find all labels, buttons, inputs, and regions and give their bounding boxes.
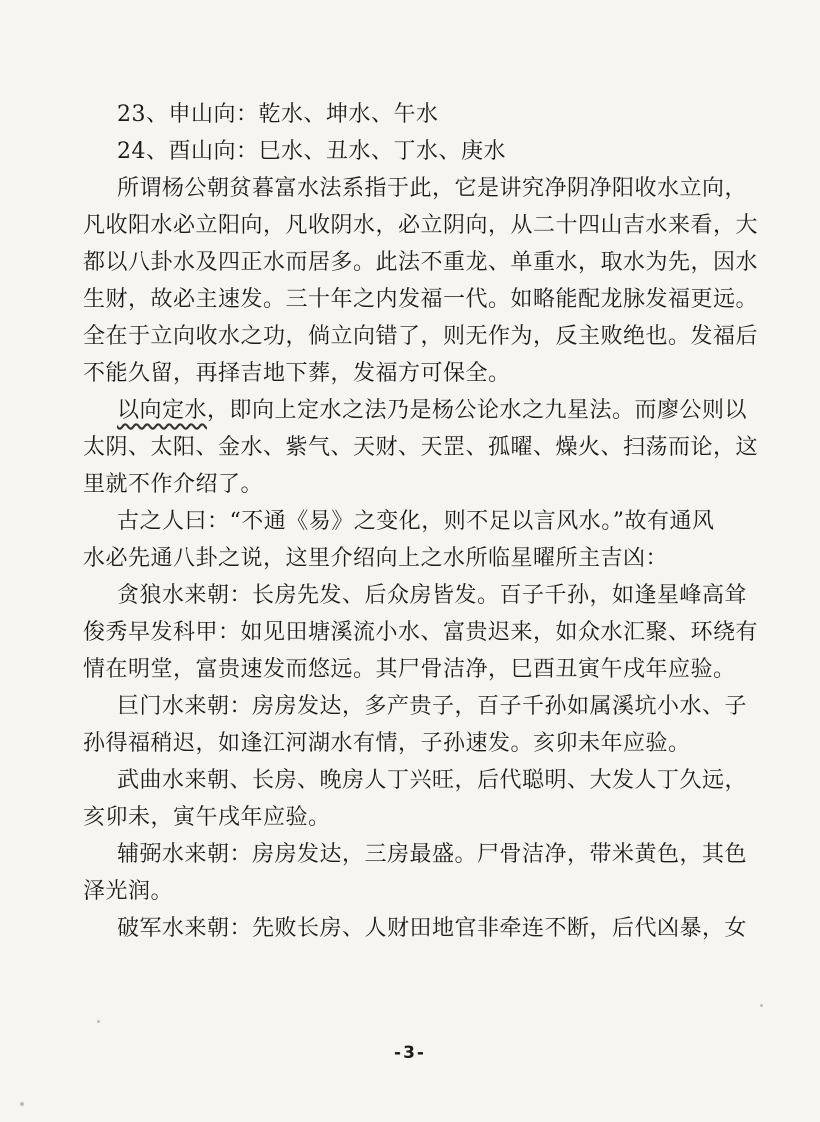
line-text: 凡收阳水必立阳向，凡收阴水，必立阴向，从二十四山吉水来看，大 xyxy=(83,213,759,238)
line-text: 孙得福稍迟，如逢江河湖水有情，子孙速发。亥卯未年应验。 xyxy=(83,731,691,756)
text-line xyxy=(83,577,755,614)
text-line xyxy=(83,836,755,873)
line-text: 贪狼水来朝：长房先发、后众房皆发。百子千孙，如逢星峰高耸 xyxy=(117,583,748,608)
wavy-underlined-text: 以向定水 xyxy=(117,398,208,423)
text-line xyxy=(83,96,755,133)
text-line xyxy=(83,873,755,910)
text-line xyxy=(83,762,755,799)
scan-speck xyxy=(20,1102,24,1106)
text-line xyxy=(83,540,755,577)
line-text: 武曲水来朝、长房、晚房人丁兴旺，后代聪明、大发人丁久远， xyxy=(117,768,748,793)
line-text: 都以八卦水及四正水而居多。此法不重龙、单重水，取水为先，因水 xyxy=(83,250,759,275)
line-text: 破军水来朝：先败长房、人财田地官非牵连不断，后代凶暴，女 xyxy=(117,916,748,941)
line-text: 古之人曰：“不通《易》之变化，则不足以言风水。”故有通风 xyxy=(117,509,715,534)
text-line xyxy=(83,207,759,244)
line-text: 泽光润。 xyxy=(83,879,174,904)
line-text: 情在明堂，富贵速发而悠远。其尸骨洁净，巳酉丑寅午戌年应验。 xyxy=(83,657,736,682)
text-line xyxy=(83,170,755,207)
line-text: 辅弼水来朝：房房发达，三房最盛。尸骨洁净，带米黄色，其色 xyxy=(117,842,748,867)
line-text: 太阴、太阳、金水、紫气、天财、天罡、孤曜、燥火、扫荡而论，这 xyxy=(83,435,759,460)
text-line xyxy=(83,318,759,355)
line-text: 巨门水来朝：房房发达，多产贵子，百子千孙如属溪坑小水、子 xyxy=(117,694,748,719)
line-text: ，即向上定水之法乃是杨公论水之九星法。而廖公则以 xyxy=(207,398,748,423)
line-text: 水必先通八卦之说，这里介绍向上之水所临星曜所主吉凶： xyxy=(83,546,669,571)
text-line xyxy=(83,355,755,392)
line-text: 23、申山向：乾水、坤水、午水 xyxy=(117,102,439,127)
text-line xyxy=(83,281,759,318)
text-line xyxy=(83,725,755,762)
text-line xyxy=(83,614,759,651)
text-line xyxy=(83,688,755,725)
text-line xyxy=(83,244,759,281)
text-line xyxy=(83,503,755,540)
line-text: 生财，故必主速发。三十年之内发福一代。如略能配龙脉发福更远。 xyxy=(83,287,759,312)
scan-speck xyxy=(760,1004,763,1007)
scan-speck xyxy=(97,1020,100,1023)
line-text: 俊秀早发科甲：如见田塘溪流小水、富贵迟来，如众水汇聚、环绕有 xyxy=(83,620,759,645)
line-text: 所谓杨公朝贫暮富水法系指于此，它是讲究净阴净阳收水立向， xyxy=(117,176,748,201)
body-text xyxy=(83,96,759,947)
text-line xyxy=(83,910,755,947)
text-line xyxy=(83,133,755,170)
line-text: 24、酉山向：巳水、丑水、丁水、庚水 xyxy=(117,139,506,164)
text-line xyxy=(83,651,755,688)
text-line xyxy=(83,392,755,429)
line-text: 不能久留，再择吉地下葬，发福方可保全。 xyxy=(83,361,511,386)
text-line xyxy=(83,466,755,503)
text-line xyxy=(83,799,755,836)
line-text: 亥卯未，寅午戌年应验。 xyxy=(83,805,331,830)
text-line xyxy=(83,429,759,466)
line-text: 全在于立向收水之功，倘立向错了，则无作为，反主败绝也。发福后 xyxy=(83,324,759,349)
page-number: -3- xyxy=(394,1043,426,1063)
line-text: 里就不作介绍了。 xyxy=(83,472,264,497)
